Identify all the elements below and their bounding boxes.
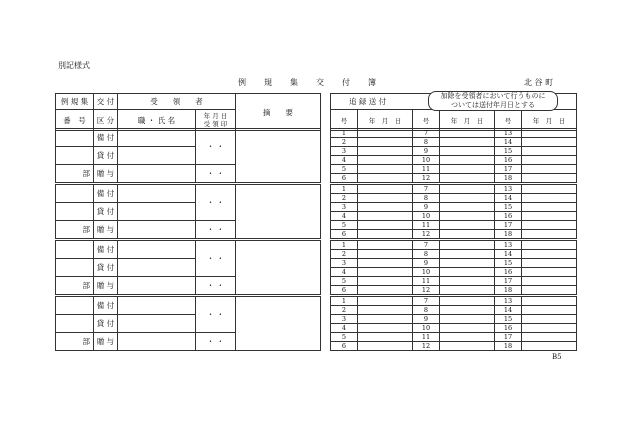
type-loan-cell: 貸 付 (94, 259, 118, 277)
type-gift-cell: 贈 与 (94, 165, 118, 183)
office-name: 北 谷 町 (524, 78, 554, 87)
type-gift-cell: 贈 与 (94, 277, 118, 295)
receipt-date-cell[interactable]: ・ ・ (196, 277, 236, 295)
supplement-date-cell[interactable] (358, 268, 413, 277)
supplement-date-cell[interactable] (522, 342, 577, 351)
supplement-date-cell[interactable] (440, 268, 495, 277)
supplement-date-cell[interactable] (522, 259, 577, 268)
supplement-number: 16 (495, 268, 522, 277)
supplement-date-cell[interactable] (358, 315, 413, 324)
supplement-number: 9 (413, 315, 440, 324)
supplement-date-cell[interactable] (522, 324, 577, 333)
supplement-number: 14 (495, 306, 522, 315)
supplement-number: 2 (331, 194, 358, 203)
name-cell[interactable] (118, 203, 196, 221)
supplement-number: 9 (413, 259, 440, 268)
supplement-number: 18 (495, 342, 522, 351)
supplement-date-cell[interactable] (440, 165, 495, 174)
supplement-number: 3 (331, 203, 358, 212)
supplement-date-cell[interactable] (522, 250, 577, 259)
supplement-date-cell[interactable] (522, 129, 577, 138)
supplement-number: 9 (413, 147, 440, 156)
supplement-date-cell[interactable] (440, 194, 495, 203)
supplement-number: 13 (495, 297, 522, 306)
supplement-number: 12 (413, 342, 440, 351)
receipt-date-cell[interactable]: ・ ・ (196, 333, 236, 351)
supplement-number: 1 (331, 129, 358, 138)
type-gift-cell: 贈 与 (94, 221, 118, 239)
number-cell[interactable] (56, 185, 94, 203)
supplement-number: 17 (495, 277, 522, 286)
col-date-1: 年 月 日 (358, 110, 413, 131)
supplement-date-cell[interactable] (440, 250, 495, 259)
supplement-number: 15 (495, 147, 522, 156)
supplement-date-cell[interactable] (358, 212, 413, 221)
supplement-date-cell[interactable] (522, 138, 577, 147)
summary-cell[interactable] (236, 297, 321, 351)
receipt-date-cell[interactable]: ・ ・ (196, 297, 236, 333)
supplement-date-cell[interactable] (440, 156, 495, 165)
type-lend-cell: 備 付 (94, 297, 118, 315)
supplement-date-cell[interactable] (522, 203, 577, 212)
supplement-date-cell[interactable] (358, 286, 413, 295)
summary-cell[interactable] (236, 129, 321, 183)
header-seal: 受 領 印 (203, 120, 228, 128)
receipt-date-cell[interactable]: ・ ・ (196, 129, 236, 165)
supplement-block (330, 240, 577, 295)
supplement-number: 18 (495, 230, 522, 239)
supplement-block (330, 128, 577, 183)
supplement-number: 14 (495, 138, 522, 147)
summary-cell[interactable] (236, 185, 321, 239)
header-name: 職 ・ 氏 名 (118, 110, 196, 131)
supplement-number: 3 (331, 259, 358, 268)
supplement-number: 13 (495, 241, 522, 250)
type-loan-cell: 貸 付 (94, 147, 118, 165)
header-number-1: 例 規 集 (56, 94, 94, 110)
supplement-date-cell[interactable] (522, 194, 577, 203)
supplement-date-cell[interactable] (522, 306, 577, 315)
supplement-date-cell[interactable] (522, 241, 577, 250)
supplement-date-cell[interactable] (522, 156, 577, 165)
supplement-number: 7 (413, 297, 440, 306)
supplement-date-cell[interactable] (358, 241, 413, 250)
note-bubble (428, 91, 558, 111)
supplement-number: 12 (413, 286, 440, 295)
supplement-number: 4 (331, 156, 358, 165)
receipt-date-cell[interactable]: ・ ・ (196, 221, 236, 239)
supplement-number: 15 (495, 259, 522, 268)
supplement-number: 10 (413, 156, 440, 165)
supplement-date-cell[interactable] (358, 297, 413, 306)
supplement-date-cell[interactable] (440, 212, 495, 221)
supplement-number: 3 (331, 315, 358, 324)
supplement-date-cell[interactable] (358, 324, 413, 333)
name-cell[interactable] (118, 277, 196, 295)
supplement-number: 15 (495, 315, 522, 324)
supplement-number: 10 (413, 212, 440, 221)
supplement-label: 追 録 送 付 (349, 97, 387, 106)
supplement-number: 5 (331, 277, 358, 286)
supplement-number: 14 (495, 194, 522, 203)
supplement-number: 7 (413, 129, 440, 138)
supplement-date-cell[interactable] (358, 165, 413, 174)
supplement-number: 16 (495, 156, 522, 165)
supplement-date-cell[interactable] (358, 138, 413, 147)
name-cell[interactable] (118, 333, 196, 351)
supplement-number: 11 (413, 221, 440, 230)
supplement-date-cell[interactable] (358, 259, 413, 268)
supplement-number: 11 (413, 277, 440, 286)
note-line-2: ついては送付年月日とする (451, 101, 535, 109)
type-gift-cell: 贈 与 (94, 333, 118, 351)
name-cell[interactable] (118, 129, 196, 147)
supplement-date-cell[interactable] (358, 342, 413, 351)
supplement-date-cell[interactable] (522, 297, 577, 306)
col-date-2: 年 月 日 (440, 110, 495, 131)
col-date-3: 年 月 日 (522, 110, 577, 131)
supplement-date-cell[interactable] (358, 156, 413, 165)
supplement-number: 2 (331, 306, 358, 315)
supplement-number: 4 (331, 324, 358, 333)
supplement-date-cell[interactable] (522, 185, 577, 194)
number-cell[interactable] (56, 147, 94, 165)
supplement-block (330, 184, 577, 239)
supplement-number: 8 (413, 250, 440, 259)
supplement-number: 8 (413, 138, 440, 147)
form-title: 例規集交付簿 (238, 78, 394, 87)
supplement-number: 14 (495, 250, 522, 259)
supplement-number: 2 (331, 138, 358, 147)
supplement-number: 7 (413, 241, 440, 250)
supplement-date-cell[interactable] (440, 147, 495, 156)
supplement-date-cell[interactable] (440, 342, 495, 351)
number-cell[interactable] (56, 241, 94, 259)
header-type-1: 交 付 (94, 94, 118, 110)
name-cell[interactable] (118, 297, 196, 315)
supplement-date-cell[interactable] (440, 203, 495, 212)
receipt-date-cell[interactable]: ・ ・ (196, 185, 236, 221)
supplement-date-cell[interactable] (358, 277, 413, 286)
supplement-date-cell[interactable] (522, 333, 577, 342)
supplement-date-cell[interactable] (358, 203, 413, 212)
name-cell[interactable] (118, 241, 196, 259)
supplement-number: 15 (495, 203, 522, 212)
supplement-date-cell[interactable] (440, 221, 495, 230)
number-cell[interactable] (56, 203, 94, 221)
supplement-date-cell[interactable] (358, 306, 413, 315)
supplement-number: 18 (495, 174, 522, 183)
name-cell[interactable] (118, 165, 196, 183)
supplement-number: 1 (331, 241, 358, 250)
type-loan-cell: 貸 付 (94, 203, 118, 221)
supplement-number: 17 (495, 221, 522, 230)
supplement-number: 16 (495, 324, 522, 333)
name-cell[interactable] (118, 185, 196, 203)
receipt-date-cell[interactable]: ・ ・ (196, 165, 236, 183)
supplement-number: 1 (331, 185, 358, 194)
header-date: 年 月 日 (203, 112, 228, 120)
supplement-date-cell[interactable] (440, 286, 495, 295)
supplement-date-cell[interactable] (522, 277, 577, 286)
supplement-number: 12 (413, 174, 440, 183)
supplement-date-cell[interactable] (358, 185, 413, 194)
supplement-date-cell[interactable] (522, 174, 577, 183)
supplement-date-cell[interactable] (358, 333, 413, 342)
number-cell[interactable] (56, 315, 94, 333)
supplement-number: 4 (331, 268, 358, 277)
supplement-date-cell[interactable] (440, 277, 495, 286)
supplement-date-cell[interactable] (522, 147, 577, 156)
left-header-table (55, 93, 321, 131)
supplement-number: 5 (331, 333, 358, 342)
supplement-date-cell[interactable] (522, 230, 577, 239)
supplement-date-cell[interactable] (440, 241, 495, 250)
supplement-number: 8 (413, 306, 440, 315)
number-cell[interactable] (56, 297, 94, 315)
supplement-date-cell[interactable] (440, 259, 495, 268)
supplement-number: 9 (413, 203, 440, 212)
dept-cell: 部 (56, 165, 94, 183)
type-lend-cell: 備 付 (94, 241, 118, 259)
supplement-number: 5 (331, 165, 358, 174)
supplement-number: 1 (331, 297, 358, 306)
note-line-1: 加除を受領者において行うものに (440, 92, 546, 100)
supplement-number: 6 (331, 342, 358, 351)
supplement-date-cell[interactable] (522, 165, 577, 174)
supplement-number: 18 (495, 286, 522, 295)
supplement-number: 6 (331, 230, 358, 239)
supplement-date-cell[interactable] (440, 185, 495, 194)
supplement-date-cell[interactable] (358, 194, 413, 203)
supplement-date-cell[interactable] (522, 212, 577, 221)
supplement-number: 4 (331, 212, 358, 221)
supplement-number: 3 (331, 147, 358, 156)
supplement-date-cell[interactable] (440, 315, 495, 324)
number-cell[interactable] (56, 129, 94, 147)
receipt-date-cell[interactable]: ・ ・ (196, 241, 236, 277)
number-cell[interactable] (56, 259, 94, 277)
supplement-date-cell[interactable] (440, 174, 495, 183)
supplement-date-cell[interactable] (440, 230, 495, 239)
name-cell[interactable] (118, 221, 196, 239)
supplement-number: 6 (331, 286, 358, 295)
supplement-number: 2 (331, 250, 358, 259)
supplement-date-cell[interactable] (358, 174, 413, 183)
supplement-date-cell[interactable] (522, 286, 577, 295)
name-cell[interactable] (118, 315, 196, 333)
supplement-number: 10 (413, 268, 440, 277)
supplement-date-cell[interactable] (358, 221, 413, 230)
dept-cell: 部 (56, 277, 94, 295)
supplement-number: 13 (495, 185, 522, 194)
supplement-number: 17 (495, 333, 522, 342)
supplement-date-cell[interactable] (358, 250, 413, 259)
type-loan-cell: 貸 付 (94, 315, 118, 333)
supplement-number: 12 (413, 230, 440, 239)
supplement-number: 8 (413, 194, 440, 203)
name-cell[interactable] (118, 259, 196, 277)
supplement-number: 7 (413, 185, 440, 194)
supplement-date-cell[interactable] (358, 147, 413, 156)
summary-cell[interactable] (236, 241, 321, 295)
form-label: 別記様式 (58, 61, 90, 70)
supplement-number: 17 (495, 165, 522, 174)
recipient-block (55, 128, 321, 183)
supplement-date-cell[interactable] (522, 221, 577, 230)
supplement-date-cell[interactable] (440, 306, 495, 315)
recipient-block (55, 296, 321, 351)
supplement-number: 11 (413, 165, 440, 174)
supplement-number: 13 (495, 129, 522, 138)
recipient-block (55, 240, 321, 295)
supplement-date-cell[interactable] (440, 333, 495, 342)
supplement-date-cell[interactable] (440, 129, 495, 138)
header-summary: 摘 要 (236, 94, 321, 131)
supplement-number: 16 (495, 212, 522, 221)
col-num-1: 号 (331, 110, 358, 131)
name-cell[interactable] (118, 147, 196, 165)
supplement-block (330, 296, 577, 351)
header-recipient: 受 領 者 (118, 94, 236, 110)
type-lend-cell: 備 付 (94, 185, 118, 203)
header-number-2: 番 号 (56, 110, 94, 131)
supplement-date-cell[interactable] (522, 268, 577, 277)
supplement-date-cell[interactable] (440, 324, 495, 333)
dept-cell: 部 (56, 333, 94, 351)
supplement-number: 6 (331, 174, 358, 183)
supplement-date-cell[interactable] (358, 230, 413, 239)
type-lend-cell: 備 付 (94, 129, 118, 147)
col-num-2: 号 (413, 110, 440, 131)
supplement-number: 10 (413, 324, 440, 333)
recipient-block (55, 184, 321, 239)
header-type-2: 区 分 (94, 110, 118, 131)
page-size: B5 (552, 353, 562, 361)
supplement-date-cell[interactable] (440, 138, 495, 147)
supplement-date-cell[interactable] (358, 129, 413, 138)
supplement-date-cell[interactable] (522, 315, 577, 324)
dept-cell: 部 (56, 221, 94, 239)
supplement-number: 5 (331, 221, 358, 230)
supplement-number: 11 (413, 333, 440, 342)
col-num-3: 号 (495, 110, 522, 131)
supplement-date-cell[interactable] (440, 297, 495, 306)
